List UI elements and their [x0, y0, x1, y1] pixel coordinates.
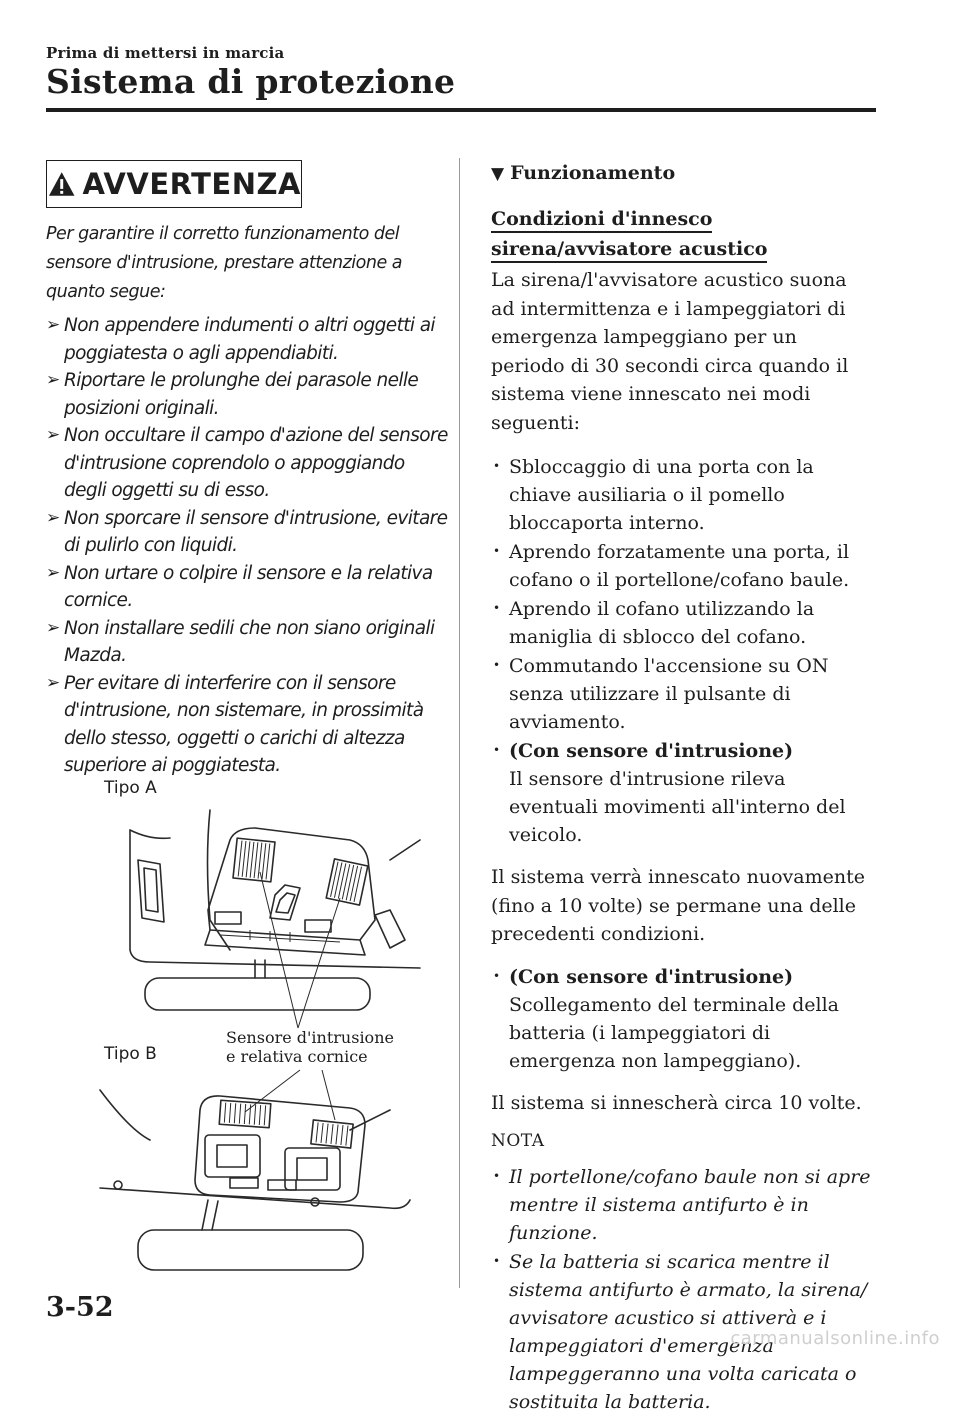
watermark: carmanualsonline.info: [730, 1328, 940, 1349]
warning-label: AVVERTENZA: [82, 167, 301, 201]
header-divider: [46, 108, 876, 112]
page-title: Sistema di protezione: [46, 62, 456, 101]
section-label: Prima di mettersi in marcia: [46, 44, 285, 62]
note-label: NOTA: [491, 1131, 545, 1151]
subheading: Condizioni d'innesco sirena/avvisatore acustico: [491, 204, 871, 264]
arrow-bullet-icon: ➢: [46, 562, 60, 583]
warning-item: ➢ Non sporcare il sensore d'intrusione, evitare di pulirlo con liquidi.: [46, 505, 448, 560]
illustration-type-b: [90, 1060, 430, 1290]
arrow-bullet-icon: ➢: [46, 507, 60, 528]
list-item: • Aprendo forzatamente una porta, il cofano o il portellone/cofano baule.: [491, 538, 871, 594]
section-heading: ▼ Funzionamento: [491, 162, 676, 184]
warning-item: ➢ Riportare le prolunghe dei parasole nelle posizioni originali.: [46, 367, 448, 422]
paragraph-intro: La sirena/l'avvisatore acustico suona ad intermittenza e i lampeggiatori di emergenza lampeggiano per un periodo di 30 secondi circa quando il sistema viene innescato nei modi seguenti:: [491, 269, 849, 434]
illustration-type-a: [90, 800, 430, 1030]
figure-caption: Sensore d'intrusione e relativa cornice: [226, 1028, 394, 1066]
column-divider: [459, 158, 460, 1288]
warning-item: ➢ Per evitare di interferire con il sensore d'intrusione, non sistemare, in prossimità dello stesso, oggetti o carichi di altezza superiore ai poggiatesta.: [46, 670, 448, 780]
paragraph-count: Il sistema si innescherà circa 10 volte.: [491, 1091, 862, 1114]
note-item: • Il portellone/cofano baule non si apre mentre il sistema antifurto è in funzione.: [491, 1163, 871, 1247]
right-body: [491, 266, 871, 1417]
list-item: • Aprendo il cofano utilizzando la maniglia di sblocco del cofano.: [491, 595, 871, 651]
warning-intro: Per garantire il corretto funzionamento del sensore d'intrusione, prestare attenzione a quanto segue:: [46, 224, 403, 302]
warning-item: ➢ Non urtare o colpire il sensore e la relativa cornice.: [46, 560, 448, 615]
list-item: • Commutando l'accensione su ON senza utilizzare il pulsante di avviamento.: [491, 652, 871, 736]
warning-triangle-icon: [47, 170, 76, 198]
arrow-bullet-icon: ➢: [46, 315, 60, 335]
arrow-bullet-icon: ➢: [46, 672, 60, 693]
warning-box: [46, 160, 302, 208]
list-item: • Sbloccaggio di una porta con la chiave ausiliaria o il pomello bloccaporta interno.: [491, 453, 871, 537]
warning-list: [46, 312, 448, 780]
arrow-bullet-icon: ➢: [46, 617, 60, 638]
note-item: • Se la batteria si scarica mentre il sistema antifurto è armato, la sirena/ avvisatore acustico si attiverà e i lampeggiatori d'emergenza lampeggeranno una volta caricata o sostituita la batteria.: [491, 1248, 871, 1416]
warning-item: ➢ Non occultare il campo d'azione del sensore d'intrusione coprendolo o appoggiando degli oggetti su di esso.: [46, 422, 448, 505]
warning-item: ➢ Non installare sedili che non siano originali Mazda.: [46, 615, 448, 670]
list-item: • (Con sensore d'intrusione) Scollegamento del terminale della batteria (i lampeggiatori di emergenza non lampeggiano).: [491, 963, 871, 1075]
figure-label-type-a: Tipo A: [104, 778, 157, 798]
notes-list: [491, 1163, 871, 1416]
arrow-bullet-icon: ➢: [46, 425, 60, 445]
figure-label-type-b: Tipo B: [104, 1044, 157, 1064]
list-item: • (Con sensore d'intrusione) Il sensore d'intrusione rileva eventuali movimenti all'interno del veicolo.: [491, 737, 871, 849]
warning-item: ➢ Non appendere indumenti o altri oggetti ai poggiatesta o agli appendiabiti.: [46, 312, 448, 367]
page-number: 3-52: [46, 1292, 114, 1323]
paragraph-retrigger: Il sistema verrà innescato nuovamente (fino a 10 volte) se permane una delle precedenti condizioni.: [491, 866, 865, 945]
arrow-bullet-icon: ➢: [46, 370, 60, 390]
triangle-down-icon: ▼: [491, 164, 505, 184]
trigger-list: [491, 453, 871, 849]
battery-list: [491, 963, 871, 1075]
